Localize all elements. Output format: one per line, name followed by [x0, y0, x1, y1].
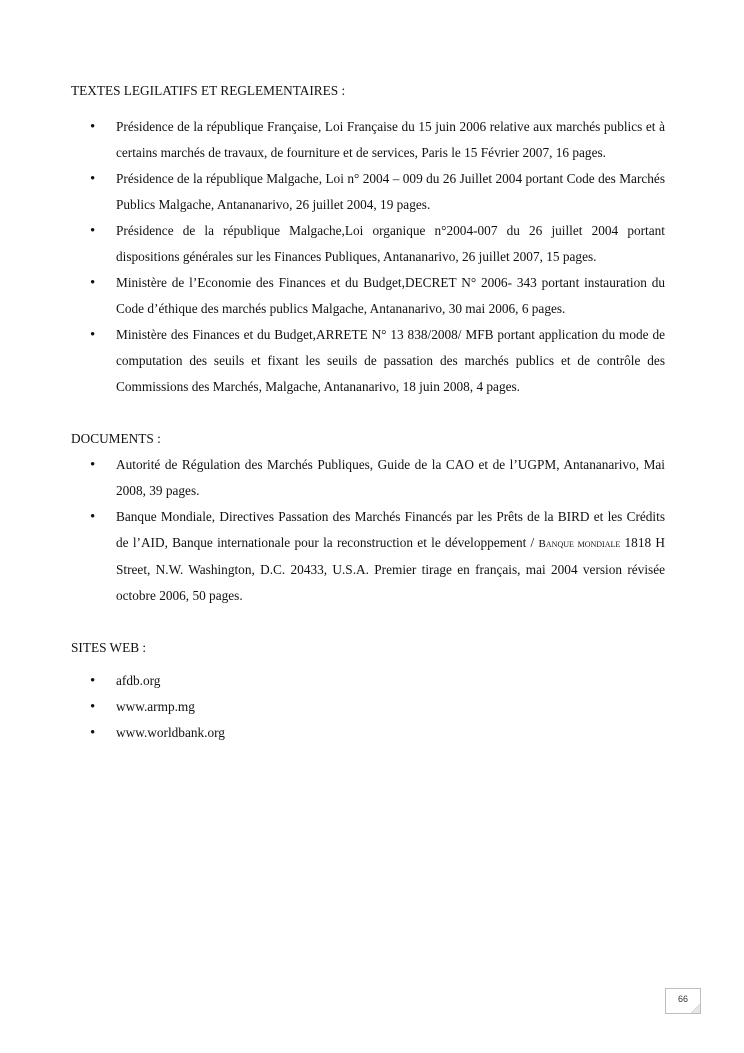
page-number-box	[665, 988, 701, 1014]
section-heading: TEXTES LEGILATIFS ET REGLEMENTAIRES :	[71, 83, 346, 98]
list-item	[71, 504, 665, 609]
section-websites	[71, 635, 665, 746]
bullet-icon: •	[90, 457, 96, 473]
list-item	[71, 114, 665, 166]
bullet-icon: •	[90, 171, 96, 187]
list-item	[71, 166, 665, 218]
list-item-text-part: 1818 H Street, N.W. Washington, D.C. 20433, U.S.A. Premier tirage en français, mai 2004 version révisée octobre 2006, 50 pages.	[116, 535, 665, 603]
bullet-icon: •	[90, 119, 96, 135]
page-curl-icon	[691, 1004, 700, 1013]
bullet-icon: •	[90, 673, 96, 689]
list-item-text	[116, 509, 665, 603]
list-item-text: Ministère de l’Economie des Finances et du Budget,DECRET N° 2006- 343 portant instauration du Code d’éthique des marchés publics Malgache, Antananarivo, 30 mai 2006, 6 pages.	[116, 275, 665, 316]
list-item	[71, 452, 665, 504]
reference-list	[71, 114, 665, 400]
website-list	[71, 668, 665, 746]
bullet-icon: •	[90, 327, 96, 343]
list-item	[71, 720, 665, 746]
bullet-icon: •	[90, 725, 96, 741]
page-content	[71, 78, 665, 746]
reference-list	[71, 452, 665, 609]
section-heading: DOCUMENTS :	[71, 431, 161, 446]
bullet-icon: •	[90, 509, 96, 525]
website-link[interactable]: www.armp.mg	[116, 699, 195, 714]
list-item-text: Présidence de la république Française, Loi Française du 15 juin 2006 relative aux marchés publics et à certains marchés de travaux, de fourniture et de services, Paris le 15 Février 2007, 16 pages.	[116, 119, 665, 160]
section-legislative-texts	[71, 78, 665, 400]
list-item-text: Autorité de Régulation des Marchés Publiques, Guide de la CAO et de l’UGPM, Antananarivo, Mai 2008, 39 pages.	[116, 457, 665, 498]
page-number: 66	[677, 994, 688, 1004]
bullet-icon: •	[90, 275, 96, 291]
section-documents	[71, 426, 665, 609]
list-item-text: Présidence de la république Malgache,Loi organique n°2004-007 du 26 juillet 2004 portant dispositions générales sur les Finances Publiques, Antananarivo, 26 juillet 2007, 15 pages.	[116, 223, 665, 264]
website-link[interactable]: afdb.org	[116, 673, 161, 688]
list-item	[71, 668, 665, 694]
bullet-icon: •	[90, 223, 96, 239]
list-item-text-part: Banque Mondiale, Directives Passation des Marchés Financés par les Prêts de la BIRD et les Crédits de l’AID, Banque internationale pour la reconstruction et le développement /	[116, 509, 665, 550]
list-item	[71, 218, 665, 270]
list-item	[71, 322, 665, 400]
section-heading: SITES WEB :	[71, 640, 147, 655]
website-link[interactable]: www.worldbank.org	[116, 725, 225, 740]
list-item-text: Ministère des Finances et du Budget,ARRETE N° 13 838/2008/ MFB portant application du mode de computation des seuils et fixant les seuils de passation des marchés publics et de contrôle des Commissions des Marchés, Malgache, Antananarivo, 18 juin 2008, 4 pages.	[116, 327, 665, 394]
list-item	[71, 270, 665, 322]
publisher-smallcaps: Banque mondiale	[538, 538, 621, 550]
list-item-text: Présidence de la république Malgache, Loi n° 2004 – 009 du 26 Juillet 2004 portant Code des Marchés Publics Malgache, Antananarivo, 26 juillet 2004, 19 pages.	[116, 171, 665, 212]
bullet-icon: •	[90, 699, 96, 715]
list-item	[71, 694, 665, 720]
